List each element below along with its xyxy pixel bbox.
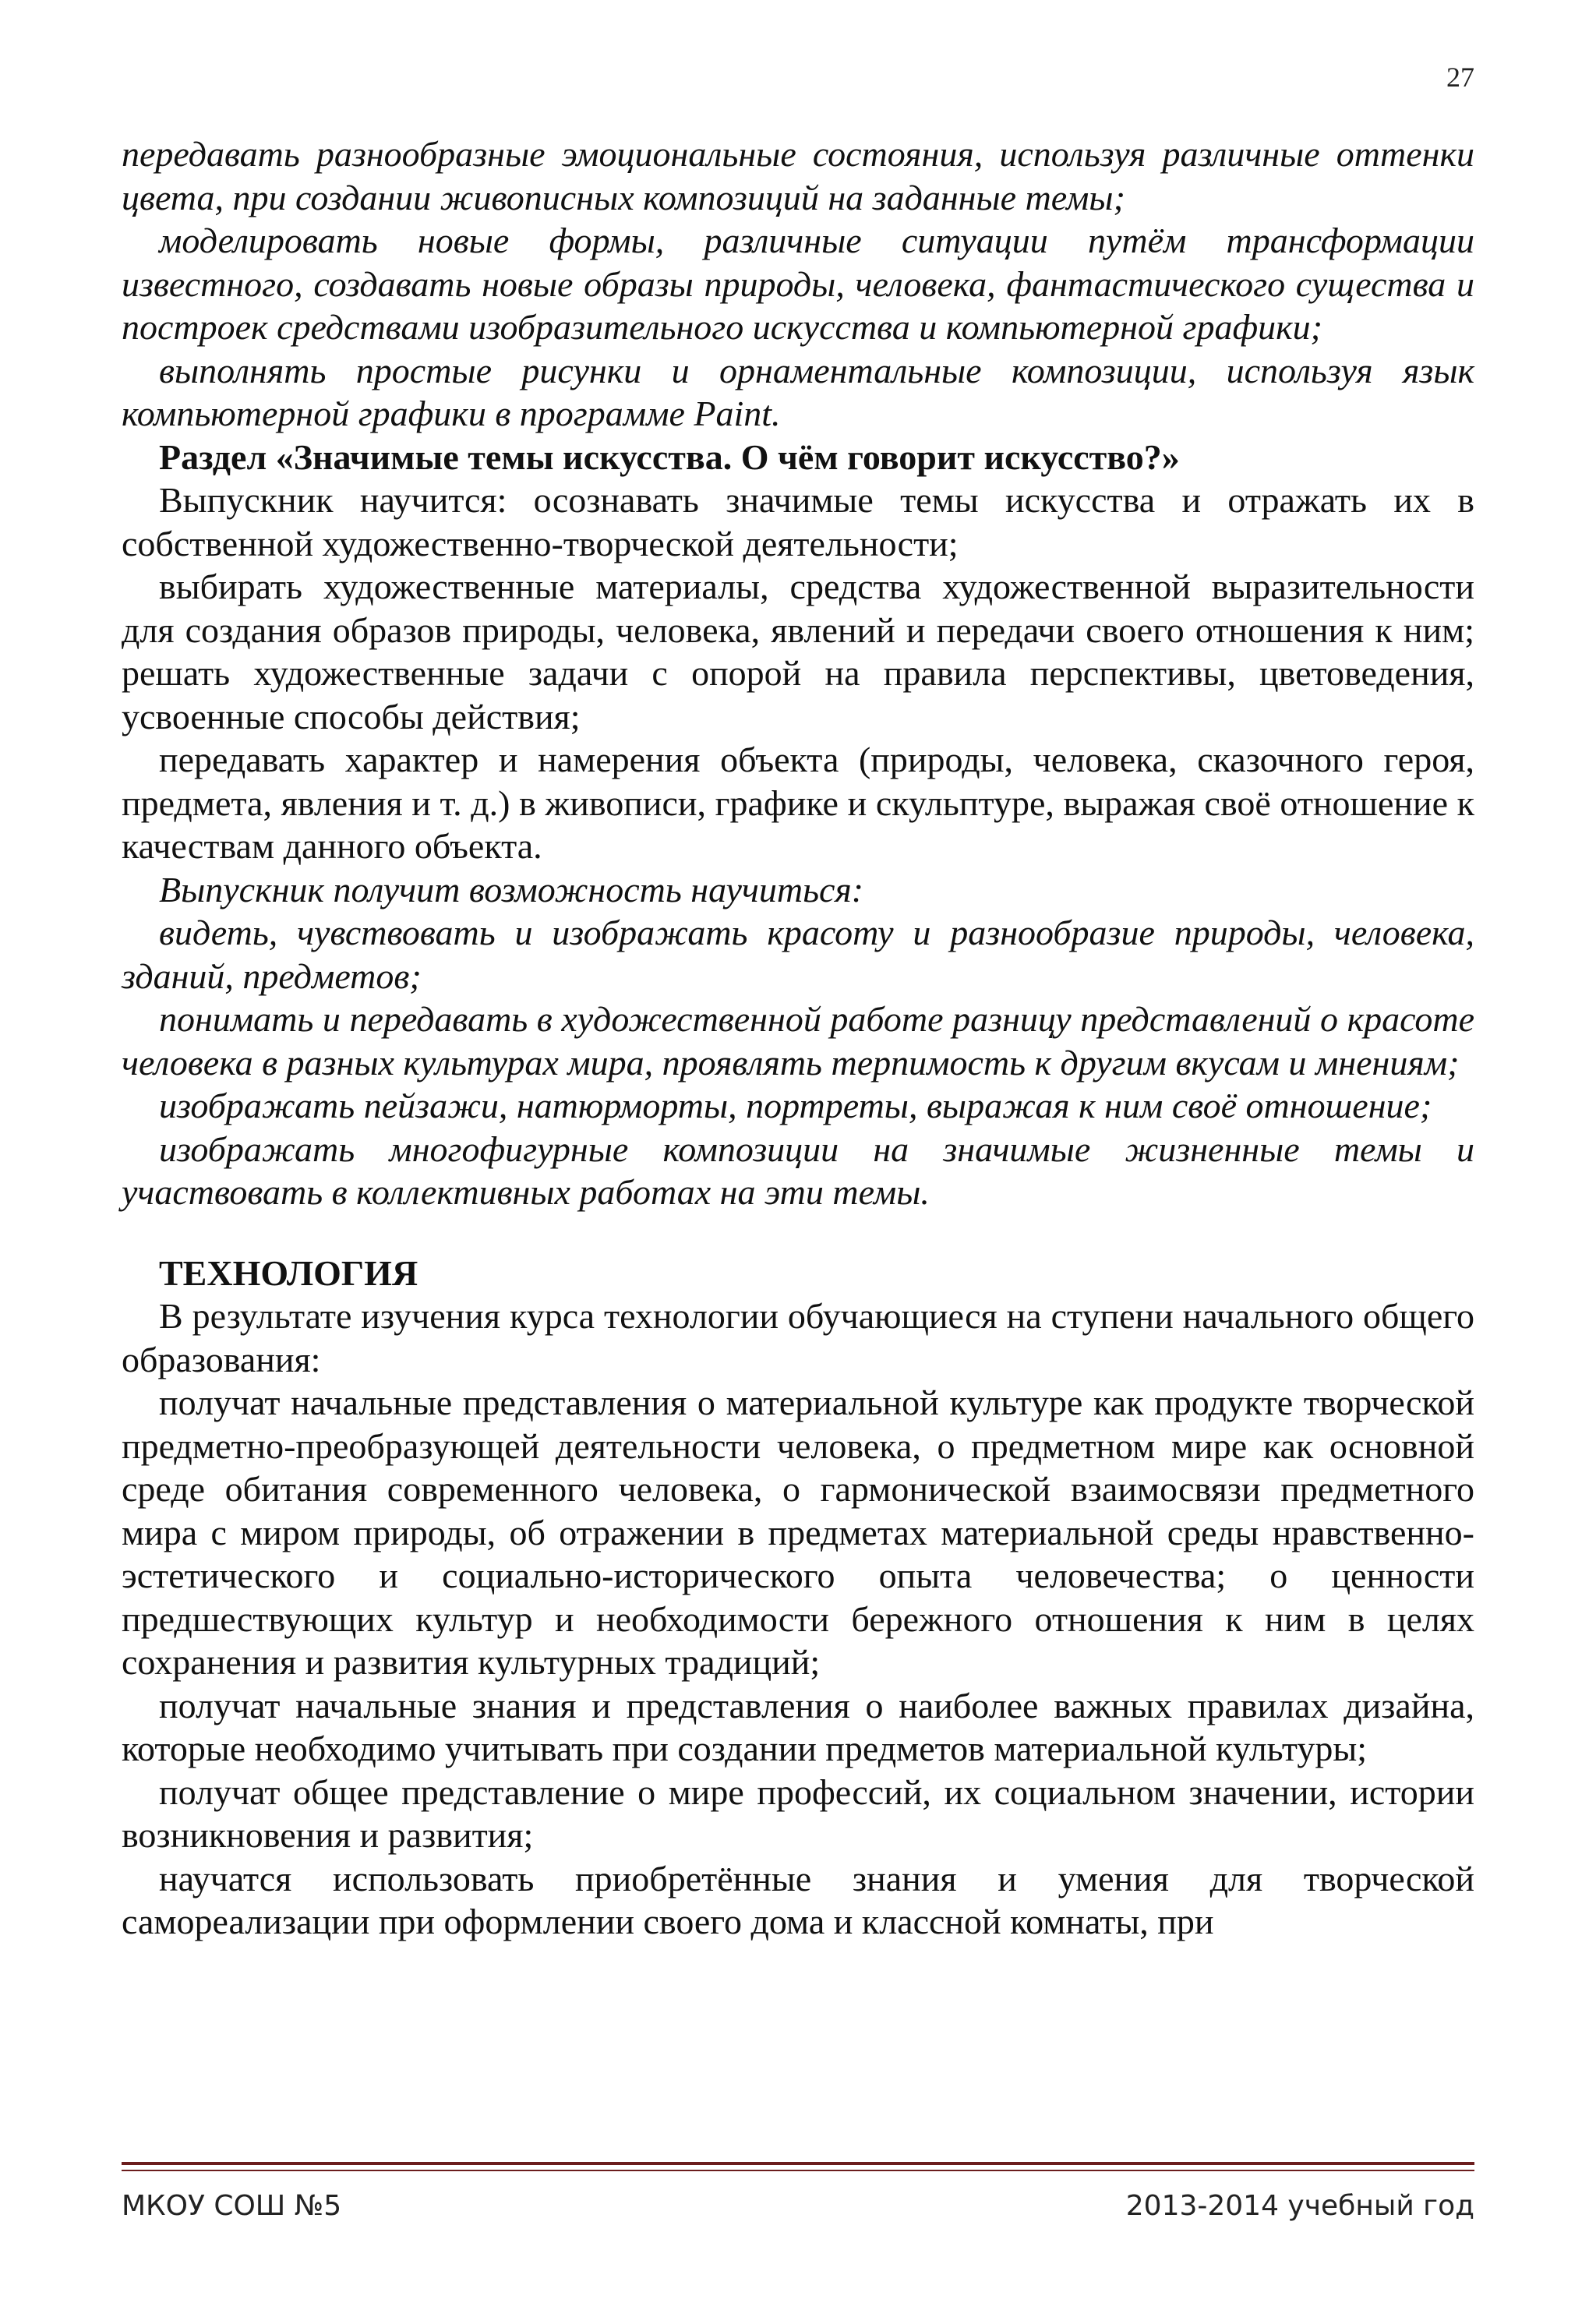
paragraph: выбирать художественные материалы, средства художественной выразительности для создания образов природы, человека, явлений и передачи своего отношения к ним; решать художественные задачи с опорой на правила перспективы, цветоведения, усвоенные способы действия; <box>122 567 1474 736</box>
footer-divider <box>122 2162 1474 2171</box>
paragraph-italic: видеть, чувствовать и изображать красоту и разнообразие природы, человека, зданий, предметов; <box>122 913 1474 996</box>
page-content <box>122 132 1474 1944</box>
paragraph: В результате изучения курса технологии обучающиеся на ступени начального общего образования: <box>122 1296 1474 1379</box>
paragraph: передавать характер и намерения объекта (природы, человека, сказочного героя, предмета, явления и т. д.) в живописи, графике и скульптуре, выражая своё отношение к качествам данного объекта. <box>122 740 1474 866</box>
paragraph-italic: Выпускник получит возможность научиться: <box>159 869 864 909</box>
section-heading: Раздел «Значимые темы искусства. О чём говорит искусство?» <box>159 436 1180 477</box>
paragraph-italic: изображать пейзажи, натюрморты, портреты, выражая к ним своё отношение; <box>159 1086 1432 1125</box>
section-title: ТЕХНОЛОГИЯ <box>159 1252 418 1293</box>
paragraph: научатся использовать приобретённые знания и умения для творческой самореализации при оформлении своего дома и классной комнаты, при <box>122 1858 1474 1941</box>
paragraph: Выпускник научится: осознавать значимые темы искусства и отражать их в собственной художественно-творческой деятельности; <box>122 480 1474 563</box>
paragraph-italic: моделировать новые формы, различные ситуации путём трансформации известного, создавать новые образы природы, человека, фантастического существа и построек средствами изобразительного искусства и компьютерной графики; <box>122 221 1474 347</box>
paragraph: получат начальные знания и представления о наиболее важных правилах дизайна, которые необходимо учитывать при создании предметов материальной культуры; <box>122 1685 1474 1768</box>
paragraph-italic: передавать разнообразные эмоциональные состояния, используя различные оттенки цвета, при создании живописных композиций на заданные темы; <box>122 134 1474 217</box>
paragraph-italic: выполнять простые рисунки и орнаментальные композиции, используя язык компьютерной графики в программе Paint. <box>122 350 1474 433</box>
paragraph-italic: понимать и передавать в художественной работе разницу представлений о красоте человека в разных культурах мира, проявлять терпимость к другим вкусам и мнениям; <box>122 999 1474 1083</box>
paragraph: получат начальные представления о материальной культуре как продукте творческой предметно-преобразующей деятельности человека, о предметном мире как основной среде обитания современного человека, о гармонической взаимосвязи предметного мира с миром природы, об отражении в предметах материальной среды нравственно-эстетического и социально-исторического опыта человечества; о ценности предшествующих культур и необходимости бережного отношения к ним в целях сохранения и развития культурных традиций; <box>122 1383 1474 1682</box>
page-number: 27 <box>1446 62 1474 93</box>
footer-school: МКОУ СОШ №5 <box>122 2190 342 2222</box>
footer-year: 2013-2014 учебный год <box>1125 2190 1474 2222</box>
paragraph-italic: изображать многофигурные композиции на значимые жизненные темы и участвовать в коллективных работах на эти темы. <box>122 1128 1474 1212</box>
paragraph: получат общее представление о мире профессий, их социальном значении, истории возникновения и развития; <box>122 1771 1474 1855</box>
